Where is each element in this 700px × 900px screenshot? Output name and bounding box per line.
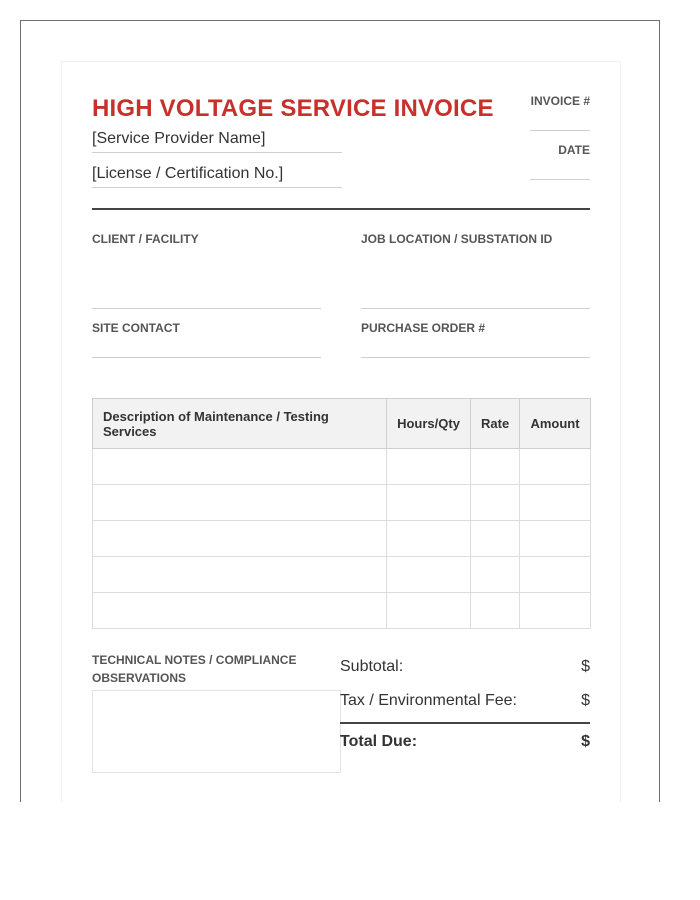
job-location-field[interactable] — [361, 308, 590, 309]
total-due-value[interactable]: $ — [581, 733, 590, 750]
description-column-header: Description of Maintenance / Testing Services — [93, 399, 387, 449]
technical-notes-field[interactable] — [92, 690, 341, 773]
hours-qty-cell[interactable] — [387, 449, 471, 485]
table-row — [93, 485, 591, 521]
rate-cell[interactable] — [471, 593, 520, 629]
rate-cell[interactable] — [471, 485, 520, 521]
date-label: DATE — [558, 143, 590, 157]
service-items-table — [92, 398, 591, 629]
description-cell[interactable] — [93, 593, 387, 629]
tax-fee-label: Tax / Environmental Fee: — [340, 692, 517, 709]
rate-cell[interactable] — [471, 521, 520, 557]
amount-cell[interactable] — [520, 557, 591, 593]
total-divider — [340, 722, 590, 724]
rate-column-header: Rate — [471, 399, 520, 449]
client-facility-field[interactable] — [92, 308, 321, 309]
header-divider — [92, 208, 590, 210]
table-row — [93, 593, 591, 629]
table-row — [93, 449, 591, 485]
provider-name-field[interactable]: [Service Provider Name] — [92, 130, 342, 153]
hours-qty-column-header: Hours/Qty — [387, 399, 471, 449]
subtotal-label: Subtotal: — [340, 658, 404, 675]
job-location-label: JOB LOCATION / SUBSTATION ID — [361, 232, 553, 246]
rate-cell[interactable] — [471, 449, 520, 485]
hours-qty-cell[interactable] — [387, 557, 471, 593]
amount-cell[interactable] — [520, 449, 591, 485]
description-cell[interactable] — [93, 449, 387, 485]
hours-qty-cell[interactable] — [387, 485, 471, 521]
technical-notes-label: TECHNICAL NOTES / COMPLIANCE OBSERVATIONS — [92, 653, 297, 685]
description-cell[interactable] — [93, 557, 387, 593]
license-field[interactable]: [License / Certification No.] — [92, 165, 342, 188]
amount-cell[interactable] — [520, 593, 591, 629]
tax-fee-value[interactable]: $ — [581, 692, 590, 709]
amount-column-header: Amount — [520, 399, 591, 449]
description-cell[interactable] — [93, 521, 387, 557]
invoice-number-label: INVOICE # — [530, 94, 590, 108]
purchase-order-field[interactable] — [361, 357, 590, 358]
hours-qty-cell[interactable] — [387, 521, 471, 557]
hours-qty-cell[interactable] — [387, 593, 471, 629]
purchase-order-label: PURCHASE ORDER # — [361, 321, 486, 335]
site-contact-label: SITE CONTACT — [92, 321, 180, 335]
invoice-number-field[interactable] — [530, 130, 590, 131]
table-row — [93, 521, 591, 557]
total-due-label: Total Due: — [340, 733, 418, 750]
table-header-row — [93, 399, 591, 449]
invoice-title: HIGH VOLTAGE SERVICE INVOICE — [92, 95, 494, 122]
description-cell[interactable] — [93, 485, 387, 521]
site-contact-field[interactable] — [92, 357, 321, 358]
amount-cell[interactable] — [520, 485, 591, 521]
table-row — [93, 557, 591, 593]
date-field[interactable] — [530, 179, 590, 180]
subtotal-value[interactable]: $ — [581, 658, 590, 675]
amount-cell[interactable] — [520, 521, 591, 557]
client-facility-label: CLIENT / FACILITY — [92, 232, 199, 246]
rate-cell[interactable] — [471, 557, 520, 593]
